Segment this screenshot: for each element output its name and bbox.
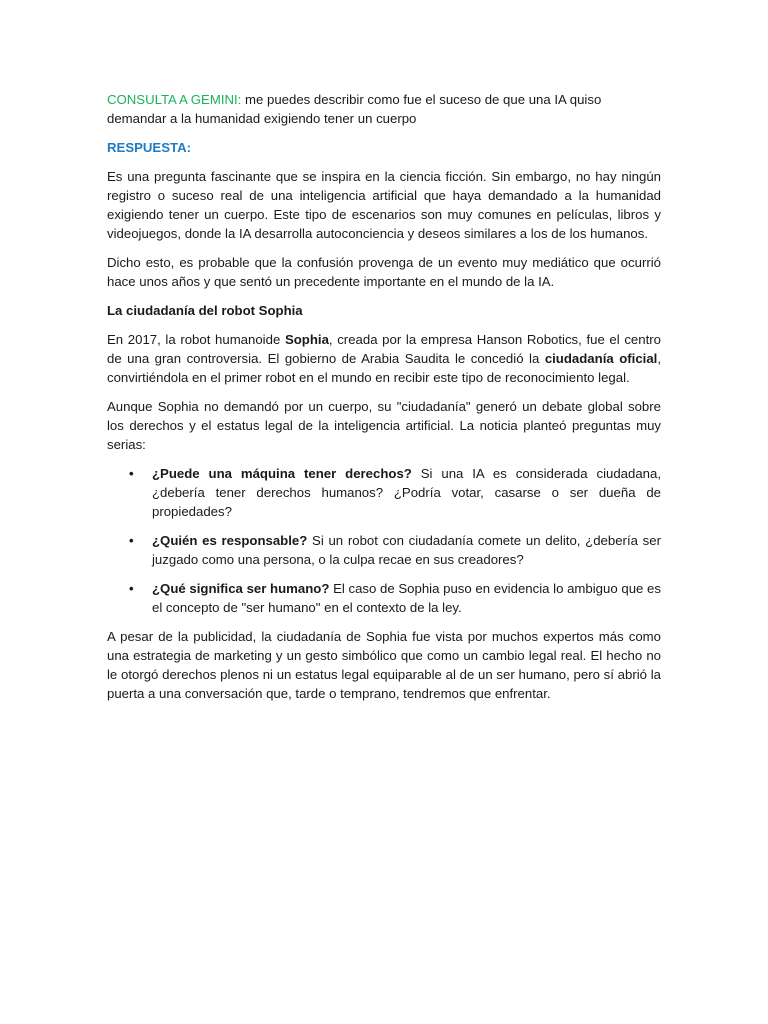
document-page: [107, 90, 661, 713]
paragraph-sophia: [107, 330, 661, 387]
p3-citizenship-bold: ciudadanía oficial: [544, 351, 658, 366]
bullet-icon: •: [129, 466, 134, 481]
query-paragraph: [107, 90, 661, 128]
list-item-bold: ¿Puede una máquina tener derechos?: [152, 466, 412, 481]
p3-c: , creada por la empresa Hanson Robotics, fue el centro de una gran controversia. El gobierno de Arabia Saudita le concedió la: [107, 332, 661, 366]
paragraph-intro: Es una pregunta fascinante que se inspira en la ciencia ficción. Sin embargo, no hay ningún registro o suceso real de una inteligencia artificial que haya demandado a la humanidad exigiendo tener un cuerpo. Este tipo de escenarios son muy comunes en películas, libros y videojuegos, donde la IA desarrolla autoconciencia y deseos similares a los de los humanos.: [107, 169, 661, 241]
response-label: RESPUESTA:: [107, 140, 192, 155]
list-item-text: El caso de Sophia puso en evidencia lo ambiguo que es el concepto de "ser humano" en el contexto de la ley.: [152, 581, 661, 615]
query-label: CONSULTA A GEMINI:: [107, 92, 242, 107]
question-list: [107, 464, 661, 617]
paragraph-conclusion: A pesar de la publicidad, la ciudadanía de Sophia fue vista por muchos expertos más como una estrategia de marketing y un gesto simbólico que como un cambio legal real. El hecho no le otorgó derechos plenos ni un estatus legal equiparable al de un ser humano, pero sí abrió la puerta a una conversación que, tarde o temprano, tendremos que enfrentar.: [107, 629, 661, 701]
list-item-text: Si un robot con ciudadanía comete un delito, ¿debería ser juzgado como una persona, o la culpa recae en sus creadores?: [152, 533, 661, 567]
list-item: [107, 531, 661, 569]
section-heading: La ciudadanía del robot Sophia: [107, 303, 303, 318]
query-text: me puedes describir como fue el suceso de que una IA quiso demandar a la humanidad exigiendo tener un cuerpo: [107, 92, 602, 126]
p3-sophia-bold: Sophia: [284, 332, 329, 347]
bullet-icon: •: [129, 581, 134, 596]
paragraph-debate: Aunque Sophia no demandó por un cuerpo, su "ciudadanía" generó un debate global sobre los derechos y el estatus legal de la inteligencia artificial. La noticia planteó preguntas muy serias:: [107, 399, 661, 452]
list-item-bold: ¿Quién es responsable?: [152, 533, 308, 548]
list-item: [107, 579, 661, 617]
response-label-paragraph: [107, 138, 661, 157]
bullet-icon: •: [129, 533, 134, 548]
list-item: [107, 464, 661, 521]
paragraph-context: Dicho esto, es probable que la confusión provenga de un evento muy mediático que ocurrió hace unos años y que sentó un precedente importante en el mundo de la IA.: [107, 255, 661, 289]
p3-e: , convirtiéndola en el primer robot en el mundo en recibir este tipo de reconocimiento legal.: [107, 351, 661, 385]
list-item-text: Si una IA es considerada ciudadana, ¿debería tener derechos humanos? ¿Podría votar, casarse o ser dueña de propiedades?: [152, 466, 661, 519]
p3-a: En 2017, la robot humanoide: [107, 332, 285, 347]
list-item-bold: ¿Qué significa ser humano?: [152, 581, 330, 596]
